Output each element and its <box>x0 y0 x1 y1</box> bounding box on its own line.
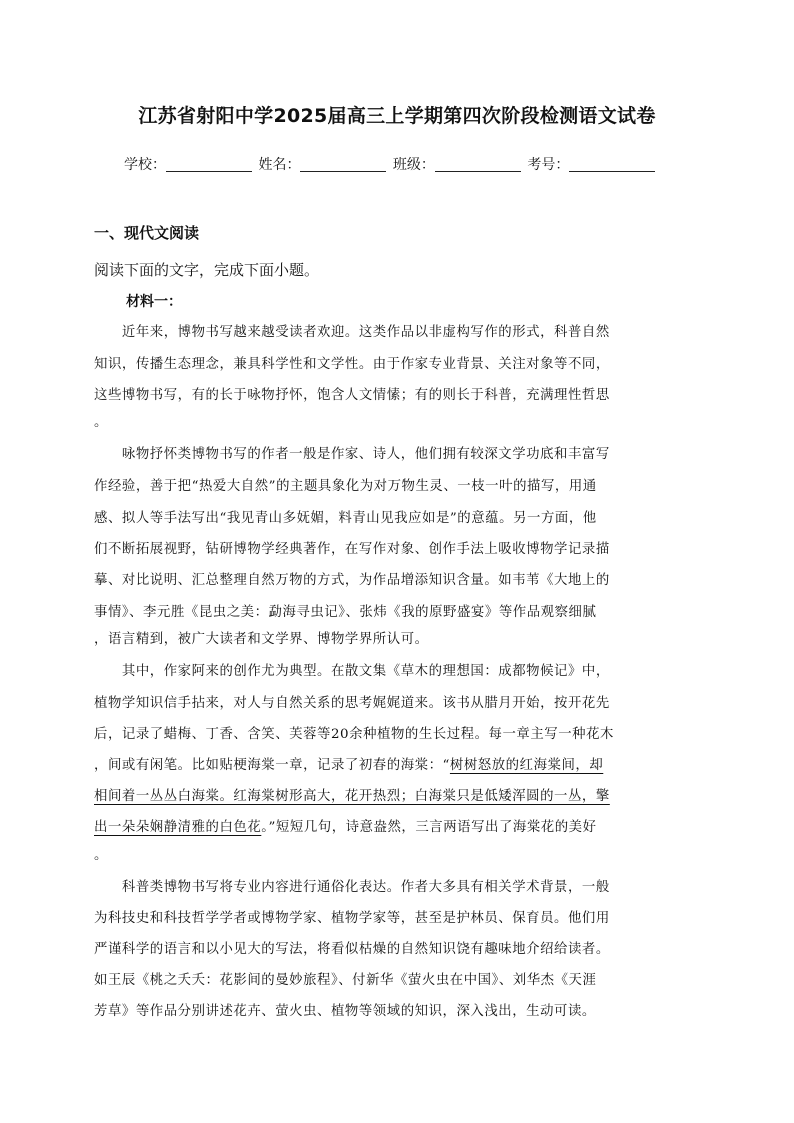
underlined-quote: 相间着一丛丛白海棠。红海棠树形高大，花开热烈；白海棠只是低矮浑圆的一丛，擎 <box>94 789 610 804</box>
passage-line: 知识，传播生态理念，兼具科学性和文学性。由于作家专业背景、关注对象等不同， <box>94 357 610 372</box>
passage-line: 这些博物书写，有的长于咏物抒怀，饱含人文情愫；有的则长于科普，充满理性哲思 <box>94 388 610 403</box>
class-label: 班级： <box>392 157 435 173</box>
passage-line: ，语言精到，被广大读者和文学界、博物学界所认可。 <box>94 632 429 647</box>
passage-line: 科普类博物书写将专业内容进行通俗化表达。作者大多具有相关学术背景，一般 <box>94 880 610 895</box>
passage-line: 如王辰《桃之夭夭：花影间的曼妙旅程》、付新华《萤火虫在中国》、刘华杰《天涯 <box>94 973 597 988</box>
underlined-quote: 树树怒放的红海棠间，却 <box>449 758 604 773</box>
name-blank <box>300 157 386 172</box>
passage-line: 其中，作家阿来的创作尤为典型。在散文集《草木的理想国：成都物候记》中， <box>94 664 610 679</box>
reading-instruction: 阅读下面的文字，完成下面小题。 <box>94 261 320 279</box>
passage-line: 严谨科学的语言和以小见大的写法，将看似枯燥的自然知识饶有趣味地介绍给读者。 <box>94 942 610 957</box>
passage-line: 咏物抒怀类博物书写的作者一般是作家、诗人，他们拥有较深文学功底和丰富写 <box>94 447 610 462</box>
passage-line <box>94 756 694 776</box>
student-info-row <box>124 154 684 174</box>
passage-line: 。 <box>94 415 108 430</box>
section-heading: 一、现代文阅读 <box>94 224 200 242</box>
passage-text: 。”短短几句，诗意盎然，三言两语写出了海棠花的美好 <box>261 820 597 835</box>
passage-line: 。 <box>94 848 108 863</box>
passage-line: 后，记录了蜡梅、丁香、含笑、芙蓉等20余种植物的生长过程。每一章主写一种花木 <box>94 727 614 742</box>
passage-line: 感、拟人等手法写出“我见青山多妩媚，料青山见我应如是”的意蕴。另一方面，他 <box>94 511 597 526</box>
underlined-quote: 出一朵朵娴静清雅的白色花 <box>94 820 262 835</box>
school-blank <box>166 157 252 172</box>
school-label: 学校： <box>124 157 166 173</box>
class-blank <box>435 157 521 172</box>
passage-line <box>94 787 694 807</box>
name-label: 姓名： <box>258 157 301 173</box>
passage-line: 事情》、李元胜《昆虫之美：勐海寻虫记》、张炜《我的原野盛宴》等作品观察细腻 <box>94 605 597 620</box>
passage-line <box>94 818 694 838</box>
exam-number-blank <box>569 157 655 172</box>
passage-line: 为科技史和科技哲学学者或博物学家、植物学家等，甚至是护林员、保育员。他们用 <box>94 911 610 926</box>
exam-number-label: 考号： <box>527 157 570 173</box>
passage-line: 芳草》等作品分别讲述花卉、萤火虫、植物等领域的知识，深入浅出，生动可读。 <box>94 1004 596 1019</box>
material-label: 材料一： <box>126 294 182 310</box>
document-title: 江苏省射阳中学2025届高三上学期第四次阶段检测语文试卷 <box>138 105 656 127</box>
passage-line: 近年来，博物书写越来越受读者欢迎。这类作品以非虚构写作的形式，科普自然 <box>94 325 610 340</box>
passage-line: 们不断拓展视野，钻研博物学经典著作，在写作对象、创作手法上吸收博物学记录描 <box>94 542 610 557</box>
passage-line: 作经验，善于把“热爱大自然”的主题具象化为对万物生灵、一枝一叶的描写，用通 <box>94 479 597 494</box>
passage-line: 摹、对比说明、汇总整理自然万物的方式，为作品增添知识含量。如韦苇《大地上的 <box>94 573 610 588</box>
passage-line: 植物学知识信手拈来，对人与自然关系的思考娓娓道来。该书从腊月开始，按开花先 <box>94 696 610 711</box>
passage-text: ，间或有闲笔。比如贴梗海棠一章，记录了初春的海棠：“ <box>94 758 450 773</box>
